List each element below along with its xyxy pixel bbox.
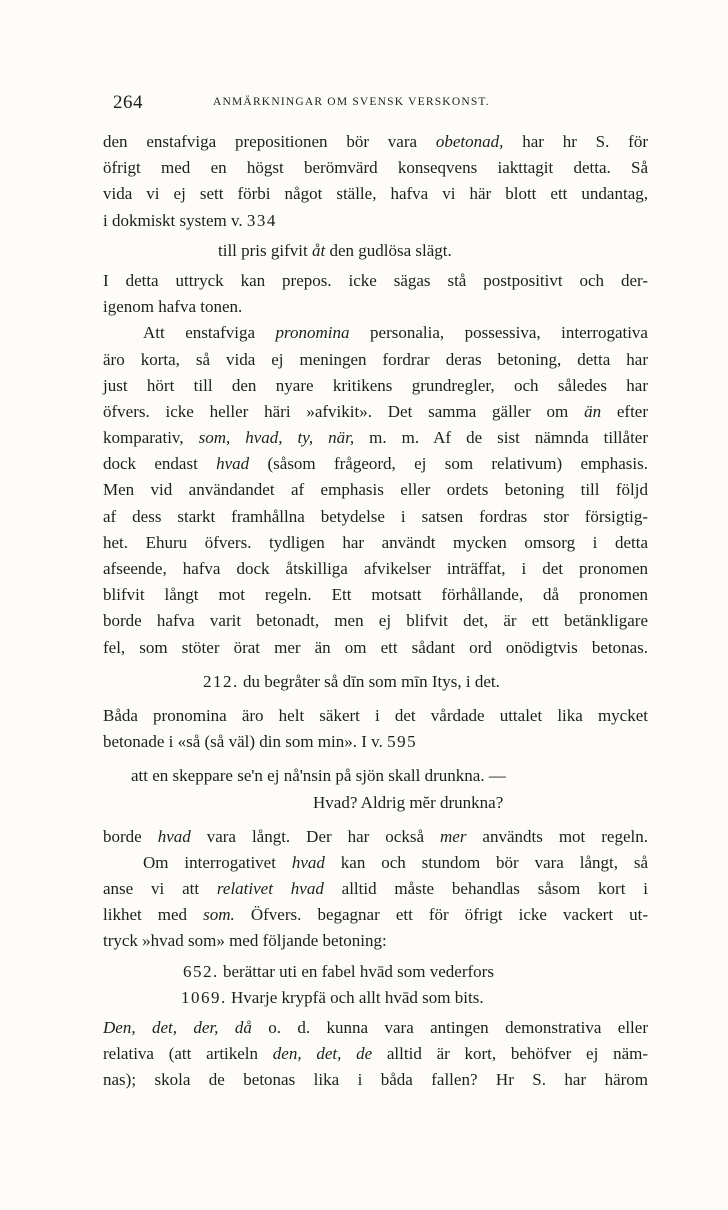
text-line: öfrigt med en högst berömvärd konseqvens iakttagit detta. Så [103, 158, 648, 178]
text-line: anse vi att relativet hvad alltid måste behandlas såsom kort i [103, 879, 648, 899]
text-line: Den, det, der, då o. d. kunna vara antingen demonstrativa eller [103, 1018, 648, 1037]
text-line: relativa (att artikeln den, det, de alltid är kort, behöfver ej näm- [103, 1044, 649, 1064]
verse-quote: 212. du begråter så dīn som mīn Itys, i det. [203, 671, 500, 691]
verse-quote: 652. berättar uti en fabel hvād som vederfors [183, 961, 494, 981]
paragraph-start: Om interrogativet hvad kan och stundom bör vara långt, så [143, 852, 649, 872]
text-line: nas); skola de betonas lika i båda fallen? Hr S. har härom [103, 1070, 648, 1090]
text-line: fel, som stöter örat mer än om ett sådant ord onödigtvis betonas. [103, 637, 648, 657]
text-line: öfvers. icke heller häri »afvikit». Det samma gäller om än efter [103, 401, 649, 421]
text-line: den enstafviga prepositionen bör vara obetonad, har hr S. för [103, 132, 648, 151]
text-line: dock endast hvad (såsom frågeord, ej som relativum) emphasis. [103, 454, 648, 474]
page-number: 264 [113, 92, 143, 113]
text-line: af dess starkt framhållna betydelse i satsen fordras stor försigtig- [103, 506, 648, 526]
text-line: betonade i «så (så väl) din som min». I v. 595 [103, 732, 418, 752]
text-line: just hört till den nyare kritikens grundregler, och således har [103, 375, 648, 395]
text-line: Båda pronomina äro helt säkert i det vårdade uttalet lika mycket [103, 705, 648, 725]
text-line: blifvit långt mot regeln. Ett motsatt förhållande, då pronomen [103, 585, 648, 605]
text-line: borde hvad vara långt. Der har också mer användts mot regeln. [103, 826, 648, 846]
text-line: äro korta, så vida ej meningen fordrar deras betoning, detta har [103, 349, 648, 369]
text-line: afseende, hafva dock åtskilliga afvikelser inträffat, i det pronomen [103, 559, 648, 578]
text-line: borde hafva varit betonadt, men ej blifvit det, är ett betänkligare [103, 611, 648, 631]
text-line: komparativ, som, hvad, ty, när, m. m. Af de sist nämnda tillåter [103, 428, 649, 448]
text-line: het. Ehuru öfvers. tydligen har användt mycken omsorg i detta [103, 532, 648, 552]
verse-quote: 1069. Hvarje krypfä och allt hvād som bits. [181, 987, 484, 1007]
body-text [103, 129, 648, 1094]
paragraph-start: Att enstafviga pronomina personalia, possessiva, interrogativa [143, 323, 648, 343]
text-line: vida vi ej sett förbi något ställe, hafva vi här blott ett undantag, [103, 184, 648, 204]
text-line: tryck »hvad som» med följande betoning: [103, 931, 387, 951]
page-header [113, 92, 653, 116]
text-line: igenom hafva tonen. [103, 297, 243, 317]
verse-quote: att en skeppare se'n ej nå'nsin på sjön skall drunkna. — [131, 766, 506, 786]
text-line: I detta uttryck kan prepos. icke sägas stå postpositivt och der- [103, 270, 648, 290]
text-line: likhet med som. Öfvers. begagnar ett för öfrigt icke vackert ut- [103, 905, 649, 925]
verse-quote: till pris gifvit åt den gudlösa slägt. [218, 240, 452, 260]
running-head: ANMÄRKNINGAR OM SVENSK VERSKONST. [213, 96, 490, 108]
verse-quote: Hvad? Aldrig mĕr drunkna? [313, 792, 504, 812]
text-line: Men vid användandet af emphasis eller ordets betoning till följd [103, 480, 648, 500]
text-line: i dokmiskt system v. 334 [103, 210, 277, 230]
